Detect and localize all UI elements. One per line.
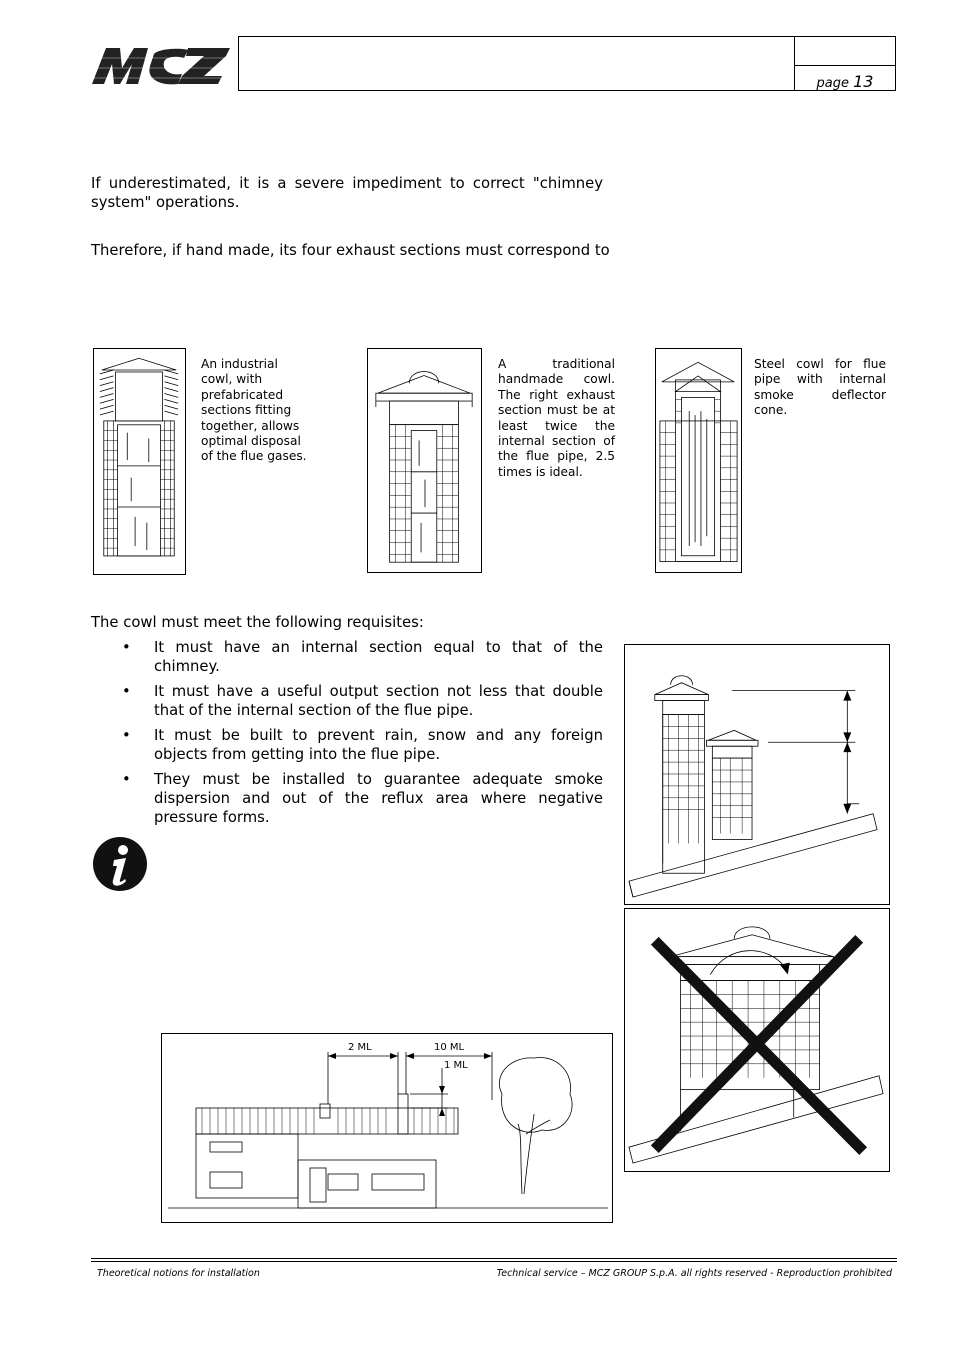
- requirement-item: • It must be built to prevent rain, snow and any foreign objects from getting into the flue pipe.: [91, 726, 603, 764]
- info-icon: [92, 836, 148, 892]
- page-prefix: page: [816, 76, 849, 91]
- chimney-distance-diagram: [161, 1033, 613, 1223]
- footer-divider: [91, 1258, 897, 1259]
- industrial-cowl-illustration: [93, 348, 186, 575]
- requirements-intro: The cowl must meet the following requisites:: [91, 614, 424, 631]
- paragraph-exhaust-sections: Therefore, if hand made, its four exhaust sections must correspond to: [91, 242, 610, 259]
- handmade-cowl-caption: A traditional handmade cowl. The right exhaust section must be at least twice the internal section of the flue pipe, 2.5 times is ideal.: [498, 357, 615, 479]
- footer-right-text: Technical service – MCZ GROUP S.p.A. all rights reserved - Reproduction prohibited: [496, 1268, 892, 1279]
- paragraph-underestimated: If underestimated, it is a severe impediment to correct "chimney system" operations.: [91, 175, 603, 211]
- steel-cowl-illustration: [655, 348, 742, 573]
- house-drawing: [162, 1034, 614, 1224]
- page-number-label: [800, 72, 890, 91]
- header-divider: [794, 36, 795, 91]
- header-page-divider: [794, 65, 896, 66]
- requirements-list: [91, 638, 603, 833]
- header-title-box: [238, 36, 896, 91]
- page-number: 13: [853, 72, 874, 91]
- incorrect-cowl-diagram: [624, 908, 890, 1172]
- dimension-10ml: 10 ML: [434, 1042, 465, 1053]
- requirement-item: • They must be installed to guarantee adequate smoke dispersion and out of the reflux area where negative pressure forms.: [91, 770, 603, 827]
- steel-cowl-caption: Steel cowl for flue pipe with internal smoke deflector cone.: [754, 357, 886, 418]
- requirement-item: • It must have an internal section equal to that of the chimney.: [91, 638, 603, 676]
- footer-divider: [91, 1261, 897, 1262]
- dimension-2ml: 2 ML: [348, 1042, 372, 1053]
- handmade-cowl-illustration: [367, 348, 482, 573]
- industrial-cowl-caption: An industrial cowl, with prefabricated sections fitting together, allows optimal disposal of the flue gases.: [201, 357, 307, 464]
- requirement-item: • It must have a useful output section not less that double that of the internal section of the flue pipe.: [91, 682, 603, 720]
- mcz-logo: [92, 44, 232, 88]
- dimension-1ml: 1 ML: [444, 1060, 468, 1071]
- footer-left-text: Theoretical notions for installation: [97, 1268, 260, 1279]
- cowl-height-diagram: [624, 644, 890, 905]
